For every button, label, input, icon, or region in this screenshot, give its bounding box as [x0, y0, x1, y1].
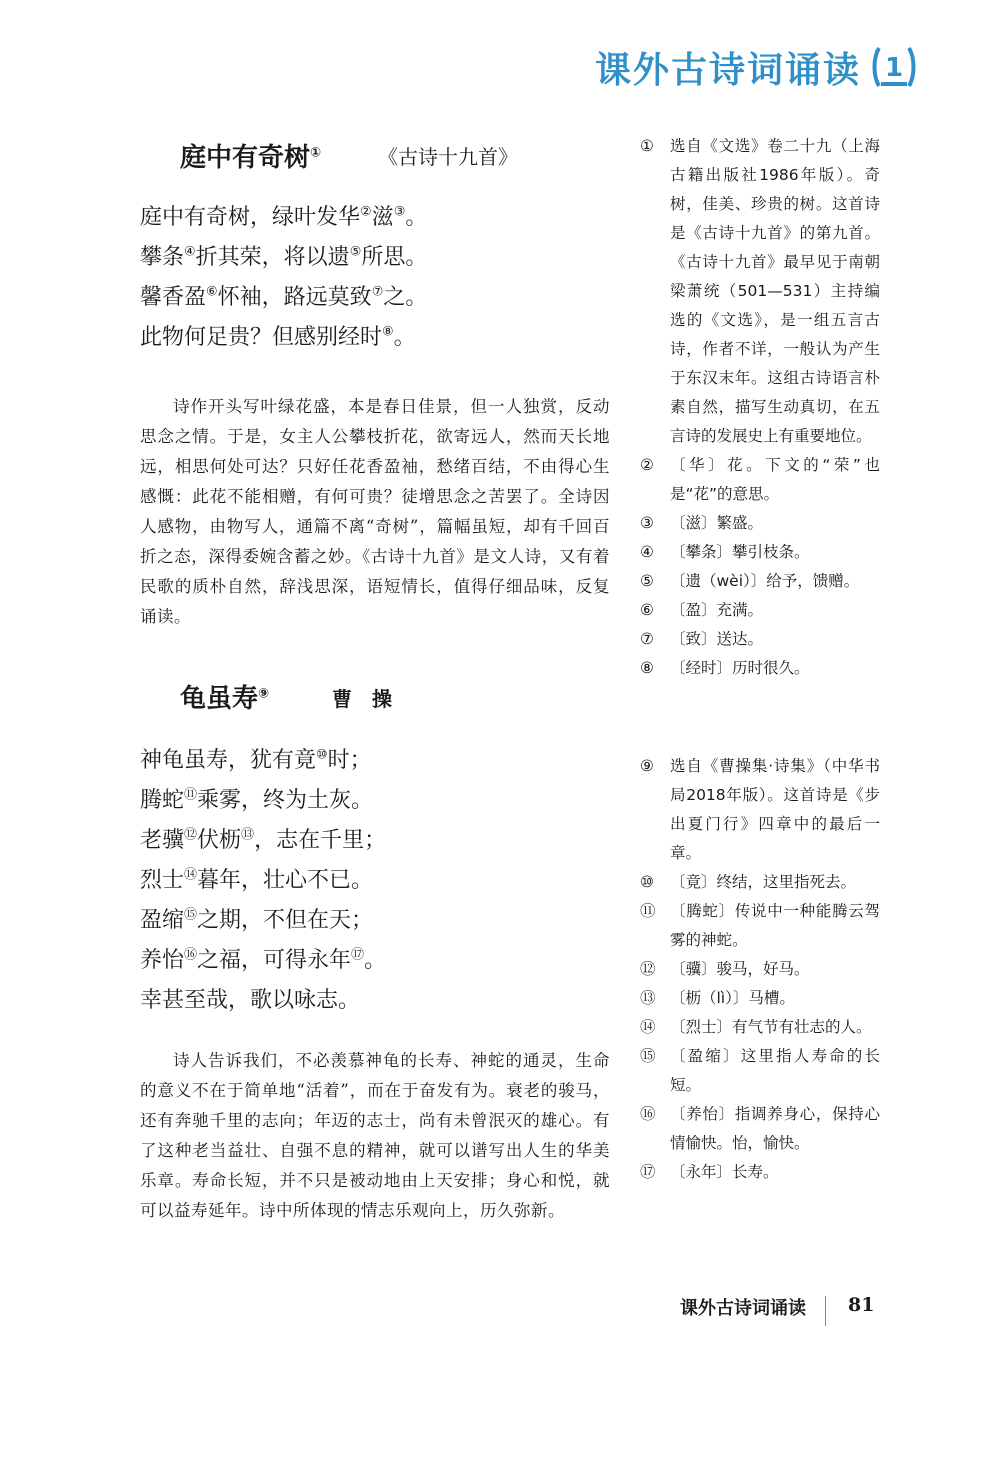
poem-line: 烈士⑭暮年，壮心不已。: [140, 867, 374, 893]
footnote: ⑨ 选自《曹操集·诗集》（中华书局2018年版）。这首诗是《步出夏门行》四章中的最后一章。: [640, 757, 880, 862]
footnote: ⑰ 〔永年〕长寿。: [640, 1163, 779, 1181]
footnote: ⑦ 〔致〕送达。: [640, 630, 764, 648]
footnote: ① 选自《文选》卷二十九（上海古籍出版社1986年版）。奇树，佳美、珍贵的树。这首诗是《古诗十九首》的第九首。《古诗十九首》最早见于南朝梁萧统（501—531）主持编选的《文选》，是一组五言古诗，作者不详，一般认为产生于东汉末年。这组古诗语言朴素自然，描写生动真切，在五言诗的发展史上有重要地位。: [640, 137, 880, 445]
footnote: ③ 〔滋〕繁盛。: [640, 514, 764, 532]
poem2-title: 龟虽寿: [180, 684, 259, 714]
footnote: ⑧ 〔经时〕历时很久。: [640, 659, 810, 677]
footnote: ⑪ 〔腾蛇〕传说中一种能腾云驾雾的神蛇。: [640, 902, 880, 949]
footer-section-title: 课外古诗词诵读: [680, 1298, 806, 1319]
notes-group-1: [640, 132, 880, 683]
notes-group-2: [640, 752, 880, 1187]
poem-line: 盈缩⑮之期，不但在天；: [140, 907, 374, 933]
poem-line: 庭中有奇树，绿叶发华②滋③。: [140, 204, 428, 230]
poem2-author: 曹 操: [332, 687, 392, 711]
footnote: ⑮ 〔盈缩〕这里指人寿命的长短。: [640, 1047, 880, 1094]
poem-line: 神龟虽寿，犹有竟⑩时；: [140, 747, 372, 773]
poem2-body: [140, 741, 610, 1021]
footer-divider: [825, 1296, 826, 1326]
poem2-title-note: ⑨: [258, 686, 270, 702]
poem1-title-note: ①: [310, 145, 322, 161]
footnote: ⑥ 〔盈〕充满。: [640, 601, 764, 619]
poem1-body: [140, 198, 610, 358]
footnote: ⑤ 〔遗（wèi）〕给予，馈赠。: [640, 572, 860, 590]
poem-line: 攀条④折其荣，将以遗⑤所思。: [140, 244, 428, 270]
footnote: ⑩ 〔竟〕终结，这里指死去。: [640, 873, 857, 891]
footnote: ④ 〔攀条〕攀引枝条。: [640, 543, 810, 561]
poem-line: 老骥⑫伏枥⑬，志在千里；: [140, 827, 387, 853]
svg-text:1: 1: [884, 53, 904, 83]
poem-line: 幸甚至哉，歌以咏志。: [140, 988, 361, 1013]
poem2-heading: [140, 678, 610, 715]
footnote: ⑭ 〔烈士〕有气节有壮志的人。: [640, 1018, 872, 1036]
poem1-heading: [140, 137, 610, 174]
poem-line: 馨香盈⑥怀袖，路远莫致⑦之。: [140, 284, 428, 310]
poem1-source: 《古诗十九首》: [378, 145, 518, 169]
section-badge-icon: [871, 44, 917, 90]
poem1-commentary: 诗作开头写叶绿花盛，本是春日佳景，但一人独赏，反动思念之情。于是，女主人公攀枝折花，欲寄远人，然而天长地远，相思何处可达？只好任花香盈袖，愁绪百结，不由得心生感慨：此花不能相赠，有何可贵？徒增思念之苦罢了。全诗因人感物，由物写人，通篇不离“奇树”，篇幅虽短，却有千回百折之态，深得委婉含蓄之妙。《古诗十九首》是文人诗，又有着民歌的质朴自然，辞浅思深，语短情长，值得仔细品味，反复诵读。: [140, 397, 610, 626]
section-title: 课外古诗词诵读: [594, 50, 861, 91]
poem-line: 腾蛇⑪乘雾，终为土灰。: [140, 787, 374, 813]
poem-line: 此物何足贵？但感别经时⑧。: [140, 324, 416, 350]
page-number: 81: [848, 1294, 875, 1316]
footnote: ⑫ 〔骥〕骏马，好马。: [640, 960, 810, 978]
footnote: ② 〔华〕花。下文的“荣”也是“花”的意思。: [640, 456, 880, 503]
footnote: ⑯ 〔养怡〕指调养身心，保持心情愉快。怡，愉快。: [640, 1105, 880, 1152]
poem-line: 养怡⑯之福，可得永年⑰。: [140, 947, 387, 973]
poem1-title: 庭中有奇树: [180, 143, 311, 173]
poem2-commentary: 诗人告诉我们，不必羡慕神龟的长寿、神蛇的通灵，生命的意义不在于简单地“活着”，而在于奋发有为。衰老的骏马，还有奔驰千里的志向；年迈的志士，尚有未曾泯灭的雄心。有了这种老当益壮、自强不息的精神，就可以谱写出人生的华美乐章。寿命长短，并不只是被动地由上天安排；身心和悦，就可以益寿延年。诗中所体现的情志乐观向上，历久弥新。: [140, 1051, 610, 1220]
footnote: ⑬ 〔枥（lì）〕马槽。: [640, 989, 795, 1007]
